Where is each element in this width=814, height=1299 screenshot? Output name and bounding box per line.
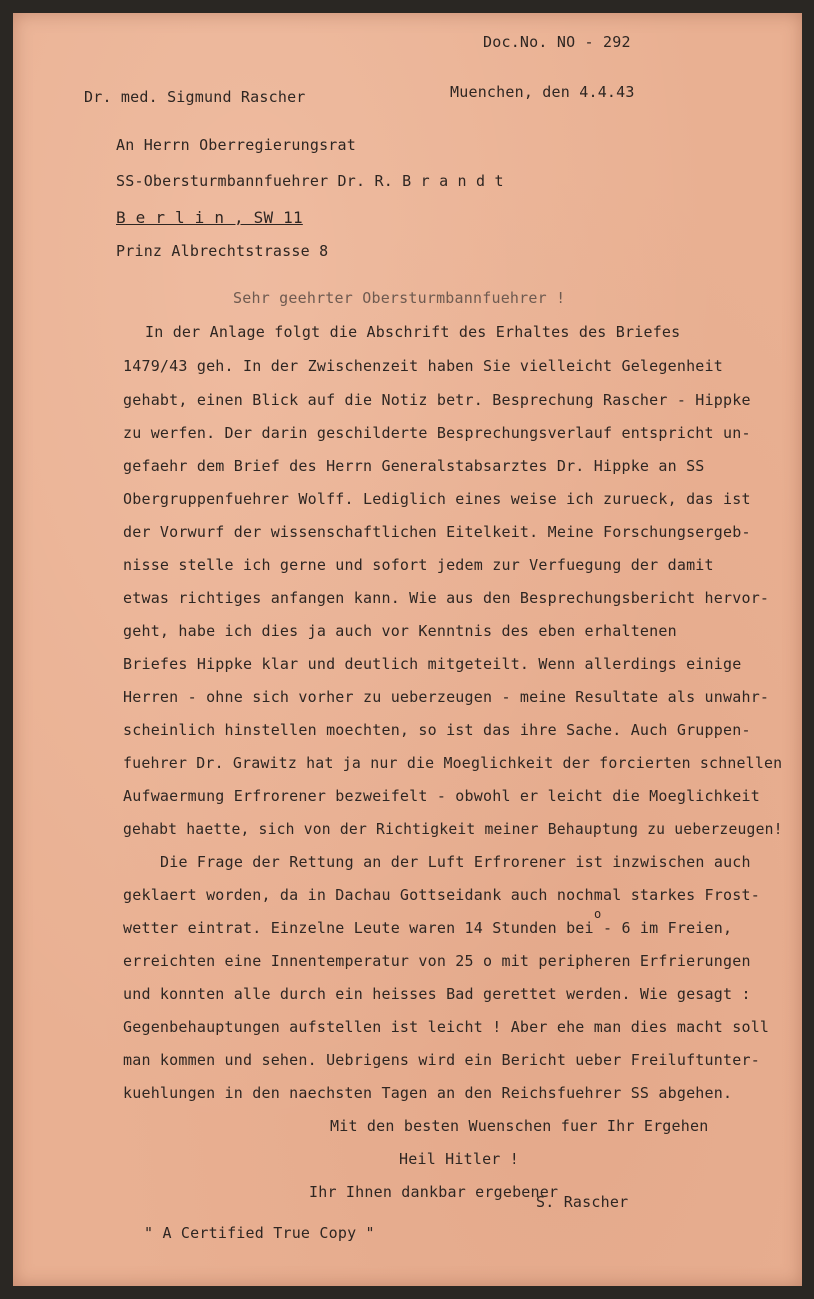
- body-line-22: Gegenbehauptungen aufstellen ist leicht ! Aber ehe man dies macht soll: [123, 1018, 770, 1036]
- body-line-10: geht, habe ich dies ja auch vor Kenntnis des eben erhaltenen: [123, 622, 677, 640]
- certified-copy-note: " A Certified True Copy ": [144, 1224, 375, 1242]
- body-line-11: Briefes Hippke klar und deutlich mitgeteilt. Wenn allerdings einige: [123, 655, 742, 673]
- body-line-9: etwas richtiges anfangen kann. Wie aus den Besprechungsbericht hervor-: [123, 589, 770, 607]
- body-line-1: In der Anlage folgt die Abschrift des Erhaltes des Briefes: [145, 323, 681, 341]
- salutation: Sehr geehrter Obersturmbannfuehrer !: [233, 289, 566, 307]
- body-line-19: wetter eintrat. Einzelne Leute waren 14 Stunden bei - 6 im Freien,: [123, 919, 733, 937]
- body-line-7: der Vorwurf der wissenschaftlichen Eitelkeit. Meine Forschungsergeb-: [123, 523, 751, 541]
- body-line-12: Herren - ohne sich vorher zu ueberzeugen - meine Resultate als unwahr-: [123, 688, 770, 706]
- body-line-13: scheinlich hinstellen moechten, so ist das ihre Sache. Auch Gruppen-: [123, 721, 751, 739]
- body-line-8: nisse stelle ich gerne und sofort jedem zur Verfuegung der damit: [123, 556, 714, 574]
- body-line-15: Aufwaermung Erfrorener bezweifelt - obwohl er leicht die Moeglichkeit: [123, 787, 760, 805]
- body-line-21: und konnten alle durch ein heisses Bad gerettet werden. Wie gesagt :: [123, 985, 751, 1003]
- closing-wishes: Mit den besten Wuenschen fuer Ihr Ergehen: [330, 1117, 709, 1135]
- document-number: Doc.No. NO - 292: [483, 33, 631, 51]
- recipient-street: Prinz Albrechtstrasse 8: [116, 242, 329, 260]
- body-line-24: kuehlungen in den naechsten Tagen an den Reichsfuehrer SS abgehen.: [123, 1084, 733, 1102]
- closing-greeting: Heil Hitler !: [399, 1150, 519, 1168]
- degree-mark: o: [594, 907, 602, 921]
- sender-name: Dr. med. Sigmund Rascher: [84, 88, 306, 106]
- body-line-18: geklaert worden, da in Dachau Gottseidank auch nochmal starkes Frost-: [123, 886, 760, 904]
- body-line-17: Die Frage der Rettung an der Luft Erfrorener ist inzwischen auch: [160, 853, 751, 871]
- body-line-16: gehabt haette, sich von der Richtigkeit meiner Behauptung zu ueberzeugen!: [123, 820, 783, 838]
- closing-formula: Ihr Ihnen dankbar ergebener: [309, 1183, 559, 1201]
- document-page: [13, 13, 802, 1286]
- body-line-2: 1479/43 geh. In der Zwischenzeit haben Sie vielleicht Gelegenheit: [123, 357, 723, 375]
- body-line-5: gefaehr dem Brief des Herrn Generalstabsarztes Dr. Hippke an SS: [123, 457, 705, 475]
- body-line-20: erreichten eine Innentemperatur von 25 o mit peripheren Erfrierungen: [123, 952, 751, 970]
- place-and-date: Muenchen, den 4.4.43: [450, 83, 635, 101]
- body-line-23: man kommen und sehen. Uebrigens wird ein Bericht ueber Freiluftunter-: [123, 1051, 760, 1069]
- recipient-name: SS-Obersturmbannfuehrer Dr. R. B r a n d t: [116, 172, 504, 190]
- body-line-14: fuehrer Dr. Grawitz hat ja nur die Moeglichkeit der forcierten schnellen: [123, 754, 783, 772]
- body-line-6: Obergruppenfuehrer Wolff. Lediglich eines weise ich zurueck, das ist: [123, 490, 751, 508]
- signature: S. Rascher: [536, 1193, 629, 1211]
- recipient-title: An Herrn Oberregierungsrat: [116, 136, 356, 154]
- body-line-4: zu werfen. Der darin geschilderte Besprechungsverlauf entspricht un-: [123, 424, 751, 442]
- body-line-3: gehabt, einen Blick auf die Notiz betr. Besprechung Rascher - Hippke: [123, 391, 751, 409]
- recipient-city: B e r l i n , SW 11: [116, 208, 303, 227]
